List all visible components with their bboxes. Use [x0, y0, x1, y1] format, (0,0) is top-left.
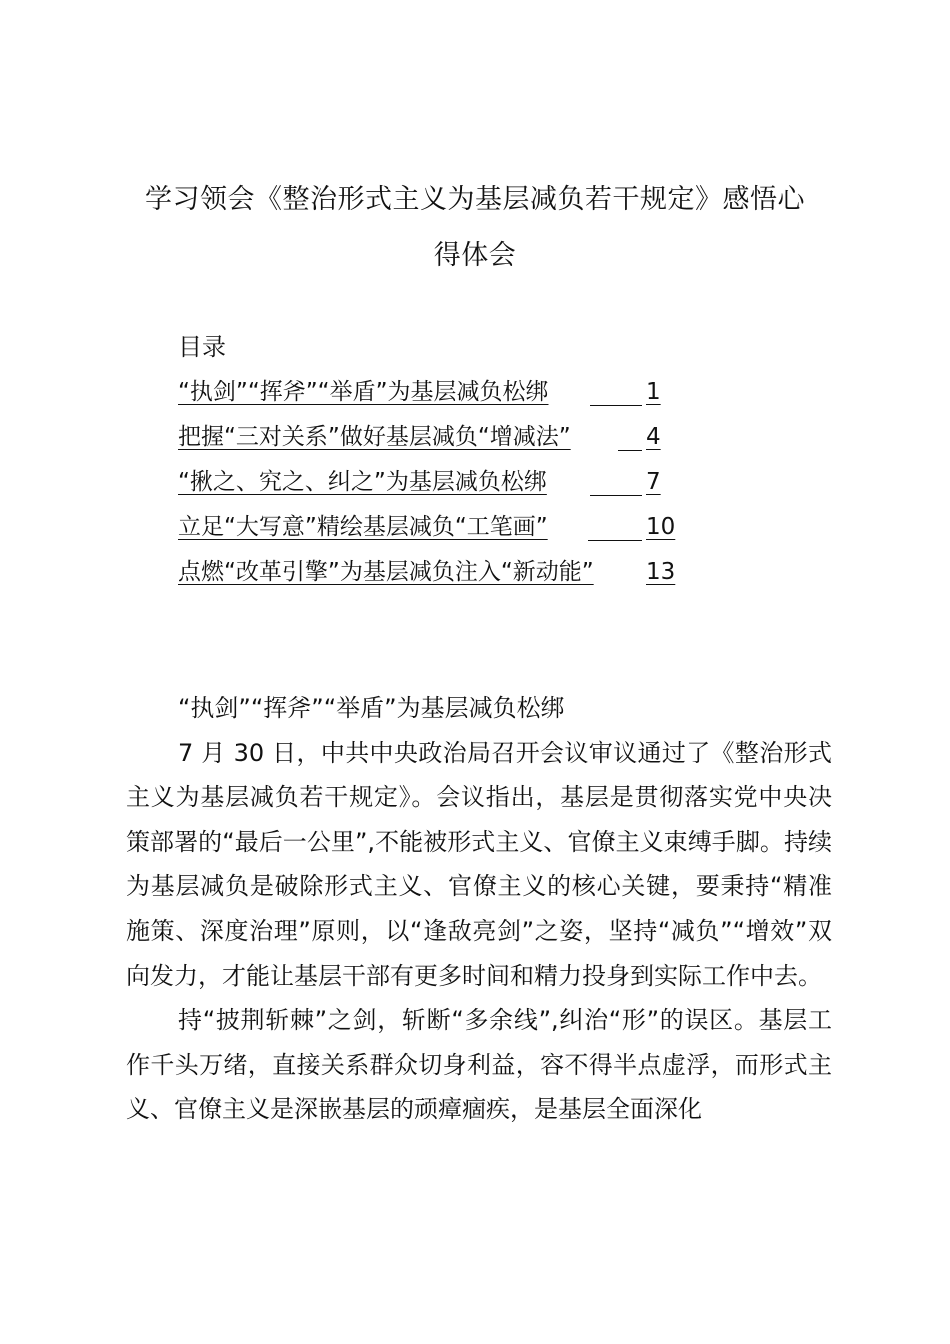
toc-leader-line: [618, 450, 642, 451]
toc-entry[interactable]: [178, 465, 738, 510]
toc-entry-label[interactable]: “揪之、究之、纠之”为基层减负松绑: [178, 469, 547, 495]
toc-entry[interactable]: [178, 555, 738, 600]
toc-leader-line: [588, 540, 642, 541]
toc-entry-page[interactable]: 4: [646, 424, 661, 450]
toc-entry-label[interactable]: “执剑”“挥斧”“举盾”为基层减负松绑: [178, 379, 549, 405]
toc-entry-page[interactable]: 7: [646, 469, 661, 495]
toc-entry[interactable]: [178, 420, 738, 465]
toc-entry-label[interactable]: 把握“三对关系”做好基层减负“增减法”: [178, 424, 571, 450]
body-paragraph: 持“披荆斩棘”之剑，斩断“多余线”,纠治“形”的误区。基层工作千头万绪，直接关系群众切身利益，容不得半点虚浮，而形式主义、官僚主义是深嵌基层的顽瘴痼疾，是基层全面深化: [126, 1006, 832, 1124]
toc-entry-label[interactable]: 点燃“改革引擎”为基层减负注入“新动能”: [178, 559, 594, 585]
document-body: [126, 686, 832, 1132]
toc-heading: 目录: [178, 333, 226, 361]
title-line-1: 学习领会《整治形式主义为基层减负若干规定》感悟心: [145, 184, 805, 215]
toc-entry-page[interactable]: 13: [646, 559, 676, 585]
toc-entry-page[interactable]: 10: [646, 514, 676, 540]
title-line-2: 得体会: [433, 240, 517, 271]
body-paragraph: 7 月 30 日，中共中央政治局召开会议审议通过了《整治形式主义为基层减负若干规定》。会议指出，基层是贯彻落实党中央决策部署的“最后一公里”,不能被形式主义、官僚主义束缚手脚。持续为基层减负是破除形式主义、官僚主义的核心关键，要秉持“精准施策、深度治理”原则，以“逢敌亮剑”之姿，坚持“减负”“增效”双向发力，才能让基层干部有更多时间和精力投身到实际工作中去。: [126, 738, 832, 990]
toc-entry-page[interactable]: 1: [646, 379, 661, 405]
toc-leader-line: [590, 495, 642, 496]
document-title: [118, 172, 832, 284]
toc-entry[interactable]: [178, 375, 738, 420]
toc-entry-label[interactable]: 立足“大写意”精绘基层减负“工笔画”: [178, 514, 548, 540]
section-heading: “执剑”“挥斧”“举盾”为基层减负松绑: [178, 694, 565, 722]
toc-leader-line: [590, 405, 642, 406]
toc-entry[interactable]: [178, 510, 738, 555]
table-of-contents: [178, 375, 738, 600]
